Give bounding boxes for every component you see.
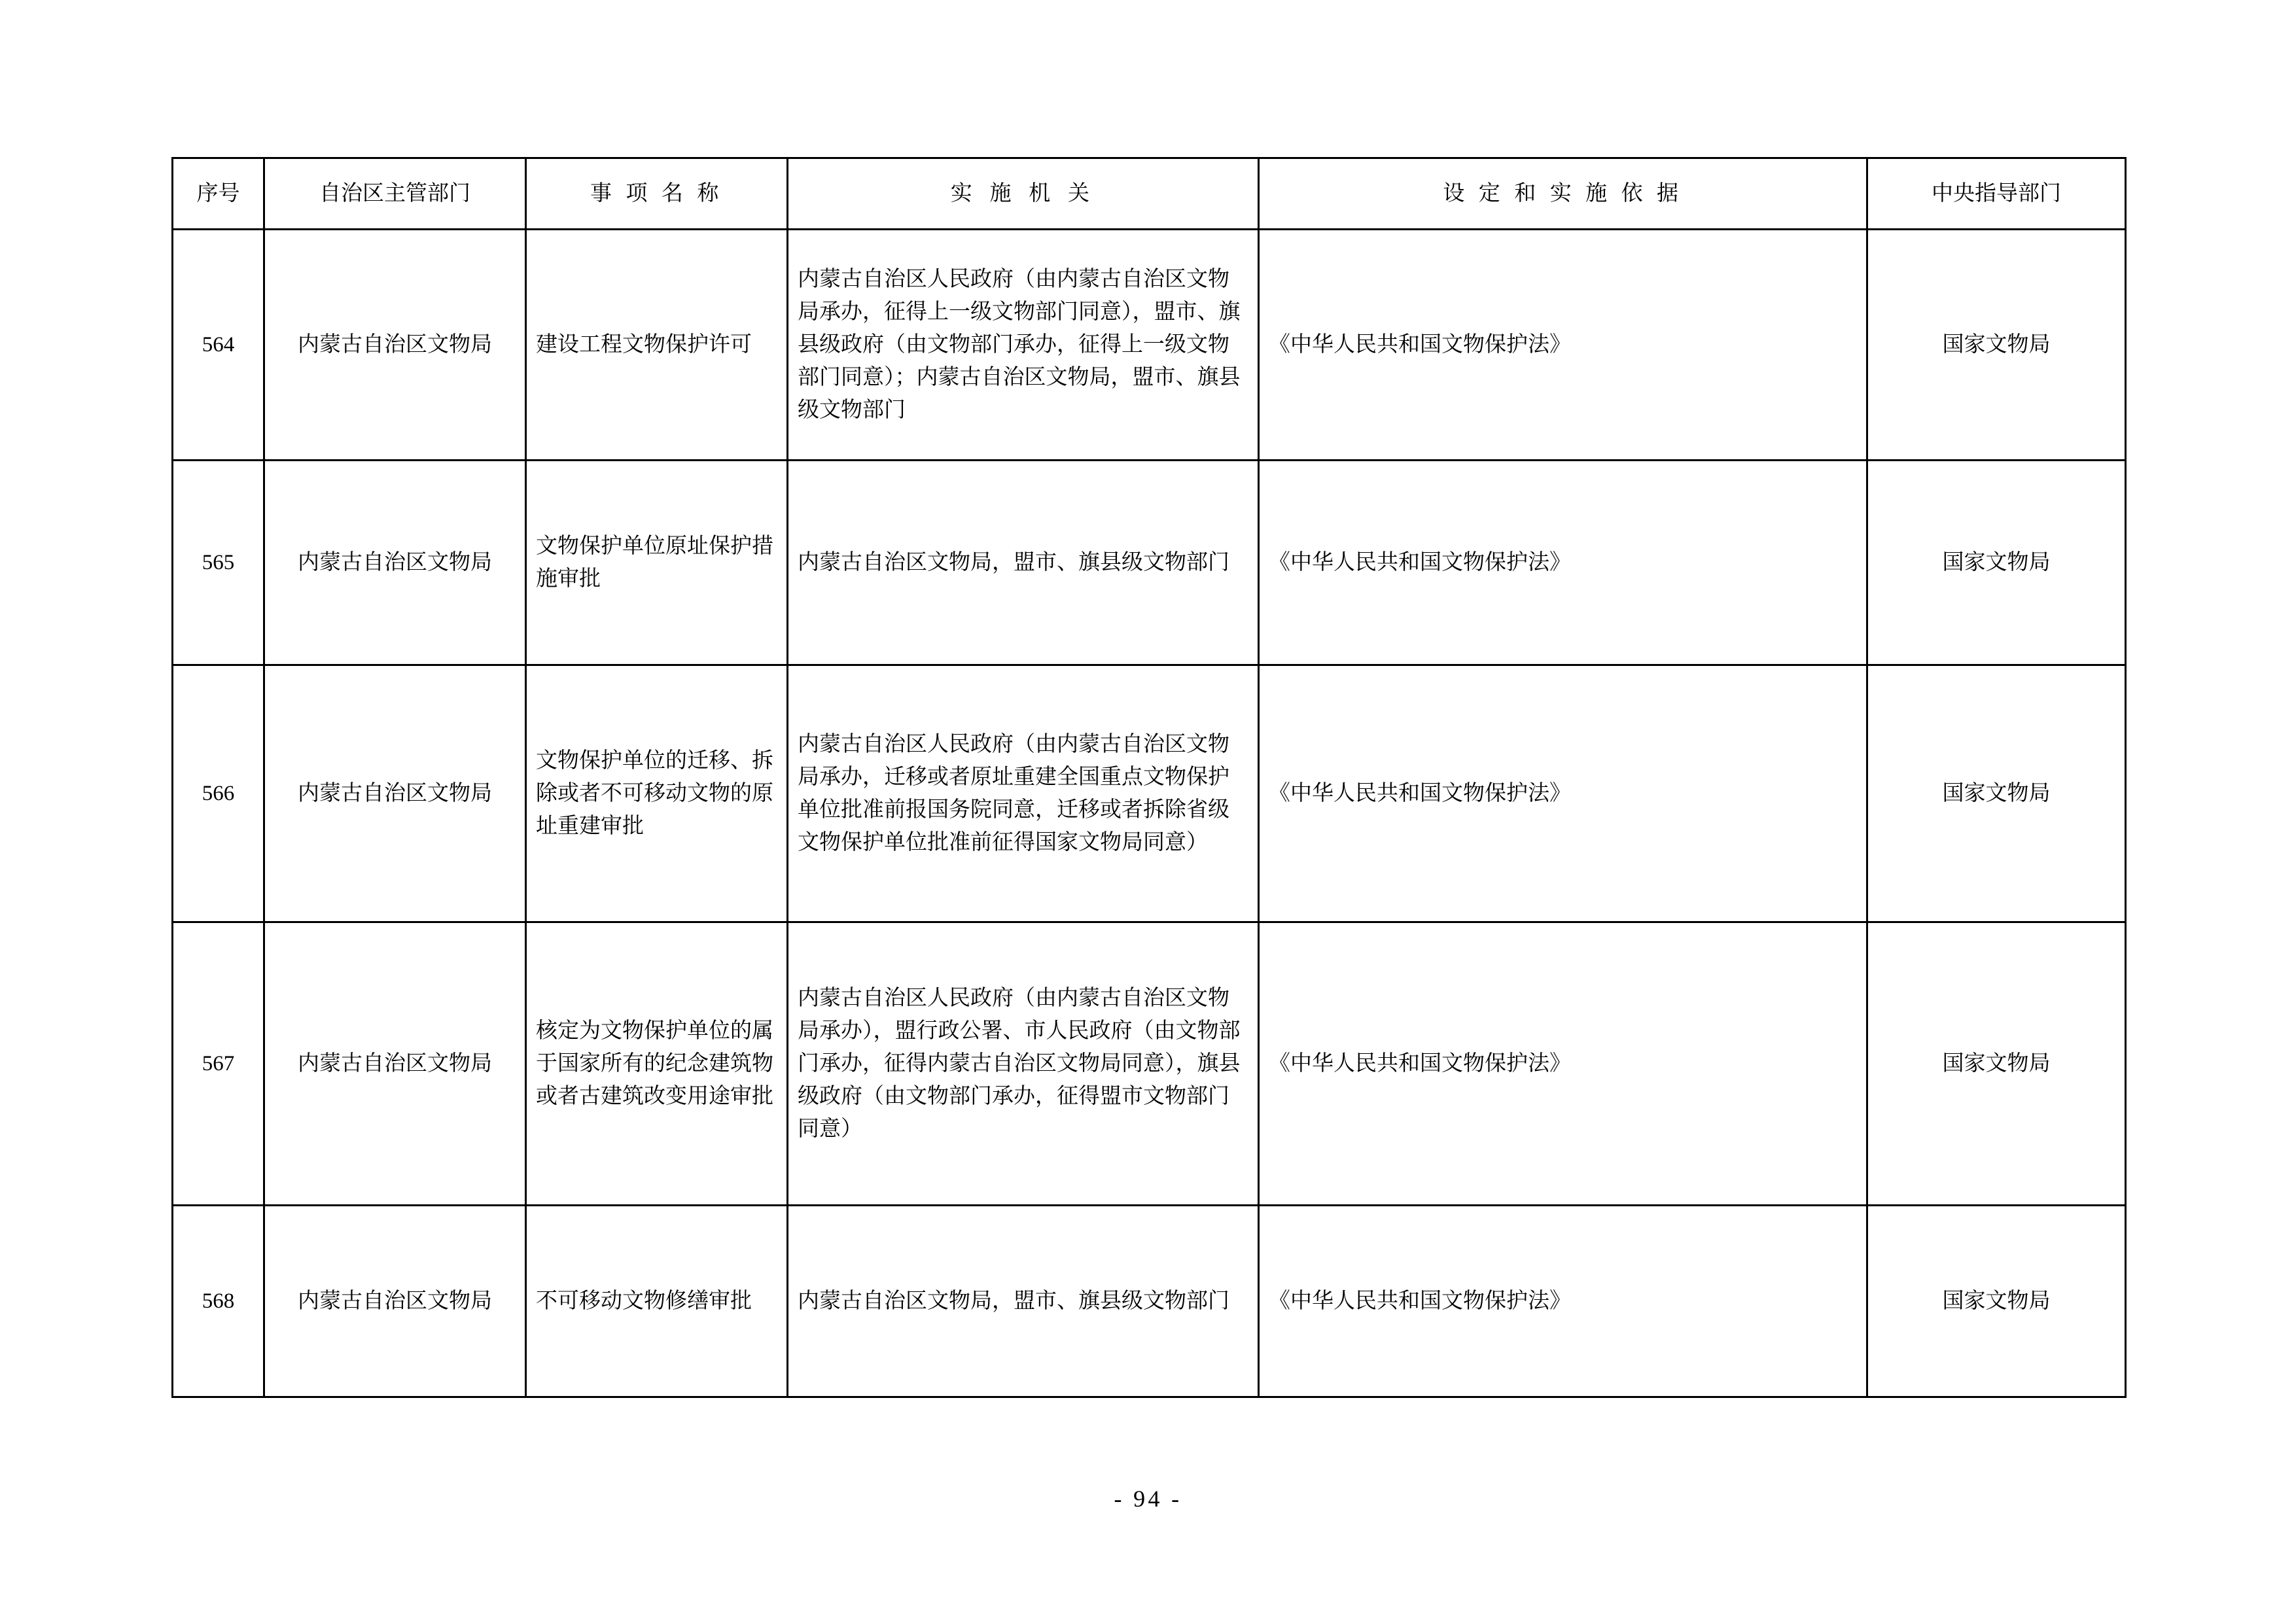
cell-central-department: 国家文物局: [1867, 922, 2126, 1206]
cell-legal-basis: 《中华人民共和国文物保护法》: [1259, 461, 1867, 665]
column-header-central-department: 中央指导部门: [1867, 158, 2126, 230]
cell-implementing-organ: 内蒙古自治区文物局，盟市、旗县级文物部门: [788, 461, 1259, 665]
cell-legal-basis: 《中华人民共和国文物保护法》: [1259, 665, 1867, 922]
table-row: [173, 1206, 2126, 1397]
column-header-item-name: 事 项 名 称: [526, 158, 788, 230]
table-body: [173, 230, 2126, 1397]
table-row: [173, 665, 2126, 922]
cell-item-name: 文物保护单位原址保护措施审批: [526, 461, 788, 665]
column-header-sequence: 序号: [173, 158, 264, 230]
cell-sequence: 567: [173, 922, 264, 1206]
cell-central-department: 国家文物局: [1867, 461, 2126, 665]
cell-central-department: 国家文物局: [1867, 230, 2126, 461]
administrative-items-table-wrapper: [171, 157, 2125, 1398]
cell-implementing-organ: 内蒙古自治区人民政府（由内蒙古自治区文物局承办，迁移或者原址重建全国重点文物保护单位批准前报国务院同意，迁移或者拆除省级文物保护单位批准前征得国家文物局同意）: [788, 665, 1259, 922]
cell-sequence: 568: [173, 1206, 264, 1397]
table-header-row: [173, 158, 2126, 230]
cell-implementing-organ: 内蒙古自治区人民政府（由内蒙古自治区文物局承办，征得上一级文物部门同意），盟市、旗县级政府（由文物部门承办，征得上一级文物部门同意）；内蒙古自治区文物局，盟市、旗县级文物部门: [788, 230, 1259, 461]
table-row: [173, 461, 2126, 665]
administrative-items-table: [171, 157, 2127, 1398]
cell-department: 内蒙古自治区文物局: [264, 461, 526, 665]
column-header-department: 自治区主管部门: [264, 158, 526, 230]
table-header: [173, 158, 2126, 230]
cell-department: 内蒙古自治区文物局: [264, 1206, 526, 1397]
page-number: - 94 -: [1114, 1486, 1182, 1512]
cell-item-name: 不可移动文物修缮审批: [526, 1206, 788, 1397]
column-header-legal-basis: 设 定 和 实 施 依 据: [1259, 158, 1867, 230]
cell-department: 内蒙古自治区文物局: [264, 665, 526, 922]
cell-sequence: 564: [173, 230, 264, 461]
cell-legal-basis: 《中华人民共和国文物保护法》: [1259, 922, 1867, 1206]
cell-legal-basis: 《中华人民共和国文物保护法》: [1259, 230, 1867, 461]
cell-item-name: 文物保护单位的迁移、拆除或者不可移动文物的原址重建审批: [526, 665, 788, 922]
cell-department: 内蒙古自治区文物局: [264, 922, 526, 1206]
cell-legal-basis: 《中华人民共和国文物保护法》: [1259, 1206, 1867, 1397]
cell-implementing-organ: 内蒙古自治区文物局，盟市、旗县级文物部门: [788, 1206, 1259, 1397]
column-header-implementing-organ: 实 施 机 关: [788, 158, 1259, 230]
table-row: [173, 922, 2126, 1206]
cell-central-department: 国家文物局: [1867, 1206, 2126, 1397]
cell-item-name: 建设工程文物保护许可: [526, 230, 788, 461]
cell-item-name: 核定为文物保护单位的属于国家所有的纪念建筑物或者古建筑改变用途审批: [526, 922, 788, 1206]
table-row: [173, 230, 2126, 461]
cell-central-department: 国家文物局: [1867, 665, 2126, 922]
cell-department: 内蒙古自治区文物局: [264, 230, 526, 461]
cell-sequence: 565: [173, 461, 264, 665]
cell-implementing-organ: 内蒙古自治区人民政府（由内蒙古自治区文物局承办），盟行政公署、市人民政府（由文物部门承办，征得内蒙古自治区文物局同意），旗县级政府（由文物部门承办，征得盟市文物部门同意）: [788, 922, 1259, 1206]
cell-sequence: 566: [173, 665, 264, 922]
